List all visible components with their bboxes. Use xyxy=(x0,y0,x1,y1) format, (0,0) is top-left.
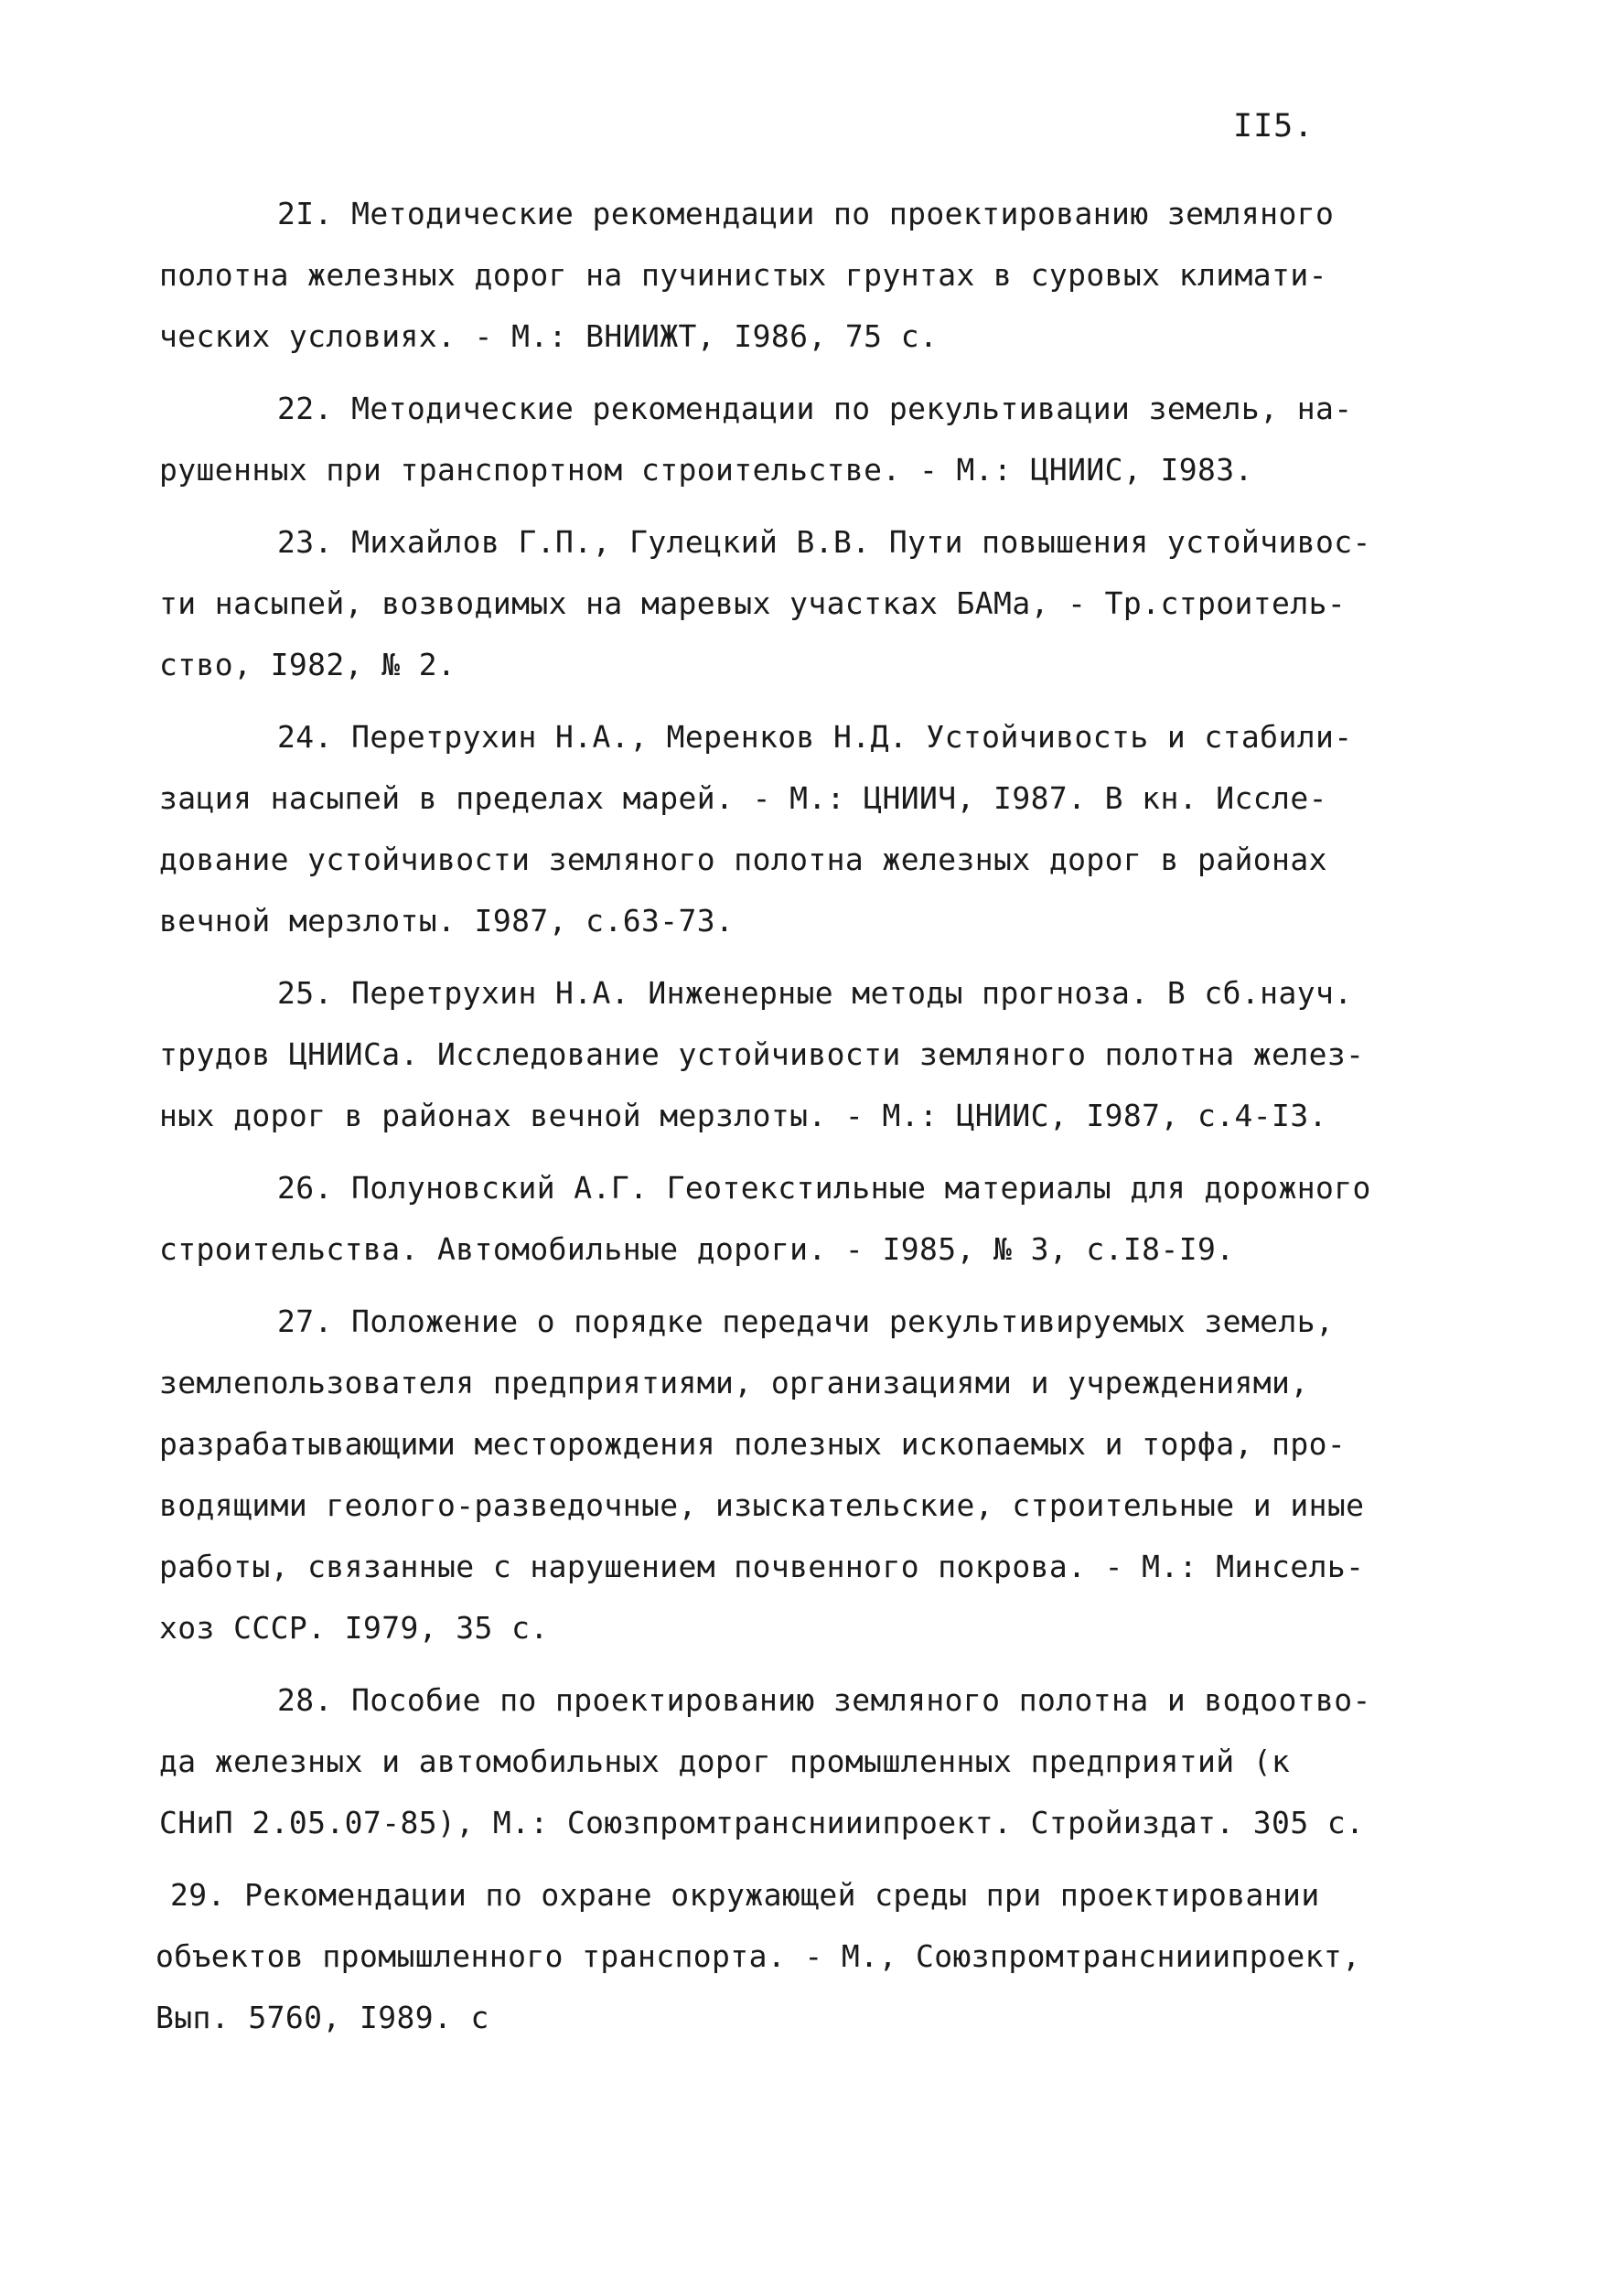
reference-line: строительства. Автомобильные дороги. - I985, № 3, с.I8-I9. xyxy=(159,1231,1235,1267)
reference-line: землепользователя предприятиями, организациями и учреждениями, xyxy=(159,1365,1309,1400)
reference-line: разрабатывающими месторождения полезных ископаемых и торфа, про- xyxy=(159,1426,1347,1462)
reference-item-22 xyxy=(0,378,1621,500)
reference-line: ных дорог в районах вечной мерзлоты. - М.: ЦНИИС, I987, с.4-I3. xyxy=(159,1098,1327,1133)
reference-line: объектов промышленного транспорта. - М., Союзпромтранснииипроект, xyxy=(156,1938,1361,1974)
reference-line: трудов ЦНИИСа. Исследование устойчивости земляного полотна желез- xyxy=(159,1036,1365,1072)
reference-line: водящими геолого-разведочные, изыскательские, строительные и иные xyxy=(159,1487,1365,1523)
reference-item-28 xyxy=(0,1669,1621,1853)
reference-line: 27. Положение о порядке передачи рекультивируемых земель, xyxy=(277,1304,1335,1339)
reference-line: 28. Пособие по проектированию земляного полотна и водоотво- xyxy=(277,1682,1371,1718)
reference-line: 29. Рекомендации по охране окружающей среды при проектировании xyxy=(170,1877,1320,1913)
reference-item-24 xyxy=(0,706,1621,951)
reference-line: СНиП 2.05.07-85), М.: Союзпромтранснииипроект. Стройиздат. 305 с. xyxy=(159,1805,1365,1840)
reference-item-29 xyxy=(0,1864,1621,2048)
reference-line: 23. Михайлов Г.П., Гулецкий В.В. Пути повышения устойчивос- xyxy=(277,524,1371,560)
reference-line: полотна железных дорог на пучинистых грунтах в суровых климати- xyxy=(159,257,1327,293)
reference-line: ческих условиях. - М.: ВНИИЖТ, I986, 75 с. xyxy=(159,318,939,354)
reference-line: дование устойчивости земляного полотна железных дорог в районах xyxy=(159,842,1327,877)
reference-item-27 xyxy=(0,1291,1621,1658)
reference-line: работы, связанные с нарушением почвенного покрова. - М.: Минсель- xyxy=(159,1549,1365,1584)
reference-line: да железных и автомобильных дорог промышленных предприятий (к xyxy=(159,1743,1291,1779)
reference-line: 2I. Методические рекомендации по проектированию земляного xyxy=(277,196,1335,231)
reference-line: 22. Методические рекомендации по рекультивации земель, на- xyxy=(277,391,1353,426)
page-number: II5. xyxy=(1233,108,1315,145)
reference-item-25 xyxy=(0,962,1621,1146)
reference-line: 25. Перетрухин Н.А. Инженерные методы прогноза. В сб.науч. xyxy=(277,975,1353,1011)
reference-line: вечной мерзлоты. I987, с.63-73. xyxy=(159,903,735,939)
reference-line: зация насыпей в пределах марей. - М.: ЦНИИЧ, I987. В кн. Иссле- xyxy=(159,780,1327,816)
reference-line: ти насыпей, возводимых на маревых участках БАМа, - Тр.строитель- xyxy=(159,585,1347,621)
reference-line: 26. Полуновский А.Г. Геотекстильные материалы для дорожного xyxy=(277,1170,1371,1206)
reference-item-21 xyxy=(0,183,1621,367)
reference-list xyxy=(0,183,1621,2059)
reference-line: 24. Перетрухин Н.А., Меренков Н.Д. Устойчивость и стабили- xyxy=(277,719,1353,755)
reference-item-26 xyxy=(0,1157,1621,1280)
reference-line: хоз СССР. I979, 35 с. xyxy=(159,1610,549,1646)
reference-line: Вып. 5760, I989. с xyxy=(156,2000,489,2035)
reference-item-23 xyxy=(0,511,1621,695)
reference-line: рушенных при транспортном строительстве. - М.: ЦНИИС, I983. xyxy=(159,452,1253,488)
reference-line: ство, I982, № 2. xyxy=(159,647,456,682)
